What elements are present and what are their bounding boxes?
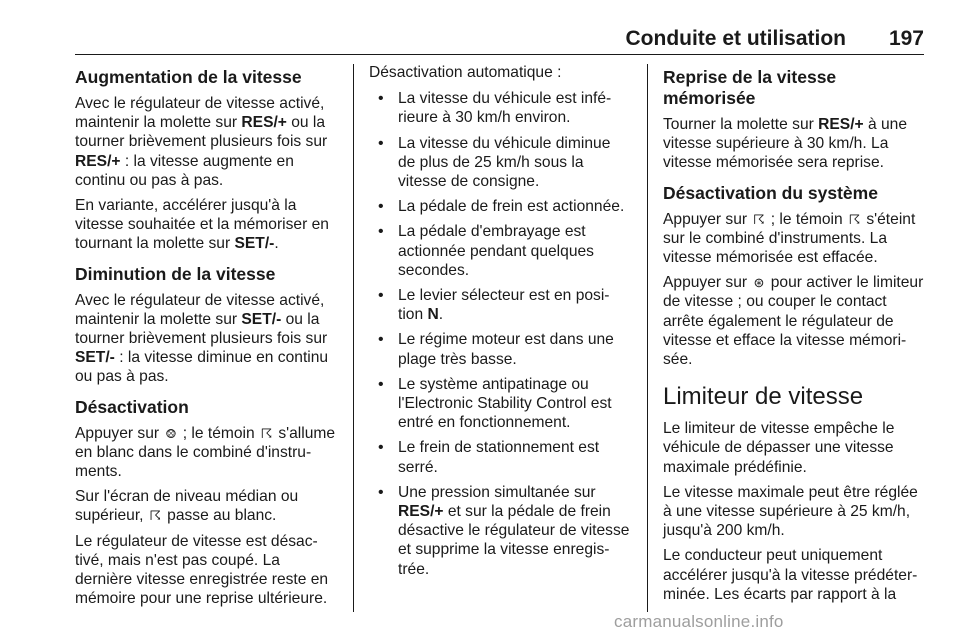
paragraph: Appuyer sur ⊛ pour activer le limiteur de vitesse ; ou couper le contact arrête également le régulateur de vitesse et efface la vitesse mémori- sée. [663, 274, 924, 369]
page-title: Conduite et utilisation [625, 27, 846, 50]
section-heading-limiteur: Limiteur de vitesse [663, 383, 864, 411]
section-title-desactivation: Désactivation [75, 396, 189, 417]
paragraph: En variante, accélérer jusqu'à la vitesse souhaitée et la mémoriser en tournant la molette sur SET/-. [75, 197, 329, 253]
paragraph: Avec le régulateur de vitesse activé, maintenir la molette sur RES/+ ou la tourner brièvement plusieurs fois sur RES/+ : la vitesse augmente en continu ou pas à pas. [75, 95, 328, 189]
cruise-control-icon: ☈ [848, 211, 861, 227]
section-title-reprise: Reprise de la vitesse mémorisée [663, 67, 837, 108]
cruise-control-icon: ☈ [753, 211, 765, 227]
section-title-diminution: Diminution de la vitesse [75, 263, 276, 284]
list-item: • Le système antipatinage ou l'Electronic Stability Control est entré en fonctionnement. [369, 375, 635, 433]
list-item: • Le levier sélecteur est en posi- tion N. [369, 286, 635, 324]
section-title-desactivation-systeme: Désactivation du système [663, 182, 878, 203]
list-item: • La vitesse du véhicule est infé- rieure à 30 km/h environ. [369, 89, 635, 127]
cruise-control-icon: ☈ [260, 425, 273, 441]
cruise-control-icon: ☈ [149, 508, 162, 524]
auto-deactivation-intro: Désactivation automatique : [369, 64, 562, 81]
list-item: • Le régime moteur est dans une plage très basse. [369, 330, 635, 368]
paragraph: Avec le régulateur de vitesse activé, maintenir la molette sur SET/- ou la tourner brièvement plusieurs fois sur SET/- : la vitesse diminue en continu ou pas à pas. [75, 291, 329, 386]
paragraph: Tourner la molette sur RES/+ à une vitesse supérieure à 30 km/h. La vitesse mémorisée sera reprise. [663, 116, 908, 172]
list-item: • La vitesse du véhicule diminue de plus de 25 km/h sous la vitesse de consigne. [369, 134, 635, 192]
list-item: • La pédale de frein est actionnée. [369, 197, 635, 216]
section-title-augmentation: Augmentation de la vitesse [75, 67, 302, 87]
column-2 [369, 63, 635, 585]
watermark: carmanualsonline.info [614, 612, 784, 631]
deactivation-conditions-list [369, 89, 635, 579]
header-rule [75, 54, 924, 55]
list-item: • Une pression simultanée sur RES/+ et sur la pédale de frein désactive le régulateur de vitesse et supprime la vitesse enregis- trée. [369, 483, 635, 579]
paragraph: Appuyer sur ⨷ ; le témoin ☈ s'allume en blanc dans le combiné d'instru- ments. [75, 424, 336, 481]
paragraph: Sur l'écran de niveau médian ou supérieur, ☈ passe au blanc. [75, 488, 299, 525]
paragraph: Appuyer sur ☈ ; le témoin ☈ s'éteint sur le combiné d'instruments. La vitesse mémorisée est effacée. [663, 210, 916, 267]
cruise-cancel-icon: ⨷ [165, 425, 177, 441]
column-3 [663, 63, 931, 610]
column-divider-2 [647, 64, 648, 612]
speed-limiter-icon: ⊛ [753, 275, 765, 291]
paragraph: Le vitesse maximale peut être réglée à une vitesse supérieure à 25 km/h, jusqu'à 200 km/h. [663, 483, 918, 540]
paragraph: Le conducteur peut uniquement accélérer jusqu'à la vitesse prédéter- minée. Les écarts par rapport à la [663, 547, 918, 603]
column-1 [75, 63, 343, 614]
page-header [75, 24, 924, 54]
paragraph: Le limiteur de vitesse empêche le véhicule de dépasser une vitesse maximale prédéfinie. [663, 420, 895, 476]
column-divider-1 [353, 64, 354, 612]
list-item: • La pédale d'embrayage est actionnée pendant quelques secondes. [369, 222, 635, 280]
list-item: • Le frein de stationnement est serré. [369, 438, 635, 476]
page-number: 197 [888, 27, 924, 50]
paragraph: Le régulateur de vitesse est désac- tivé, mais n'est pas coupé. La dernière vitesse enregistrée reste en mémoire pour une reprise ultérieure. [75, 532, 329, 608]
